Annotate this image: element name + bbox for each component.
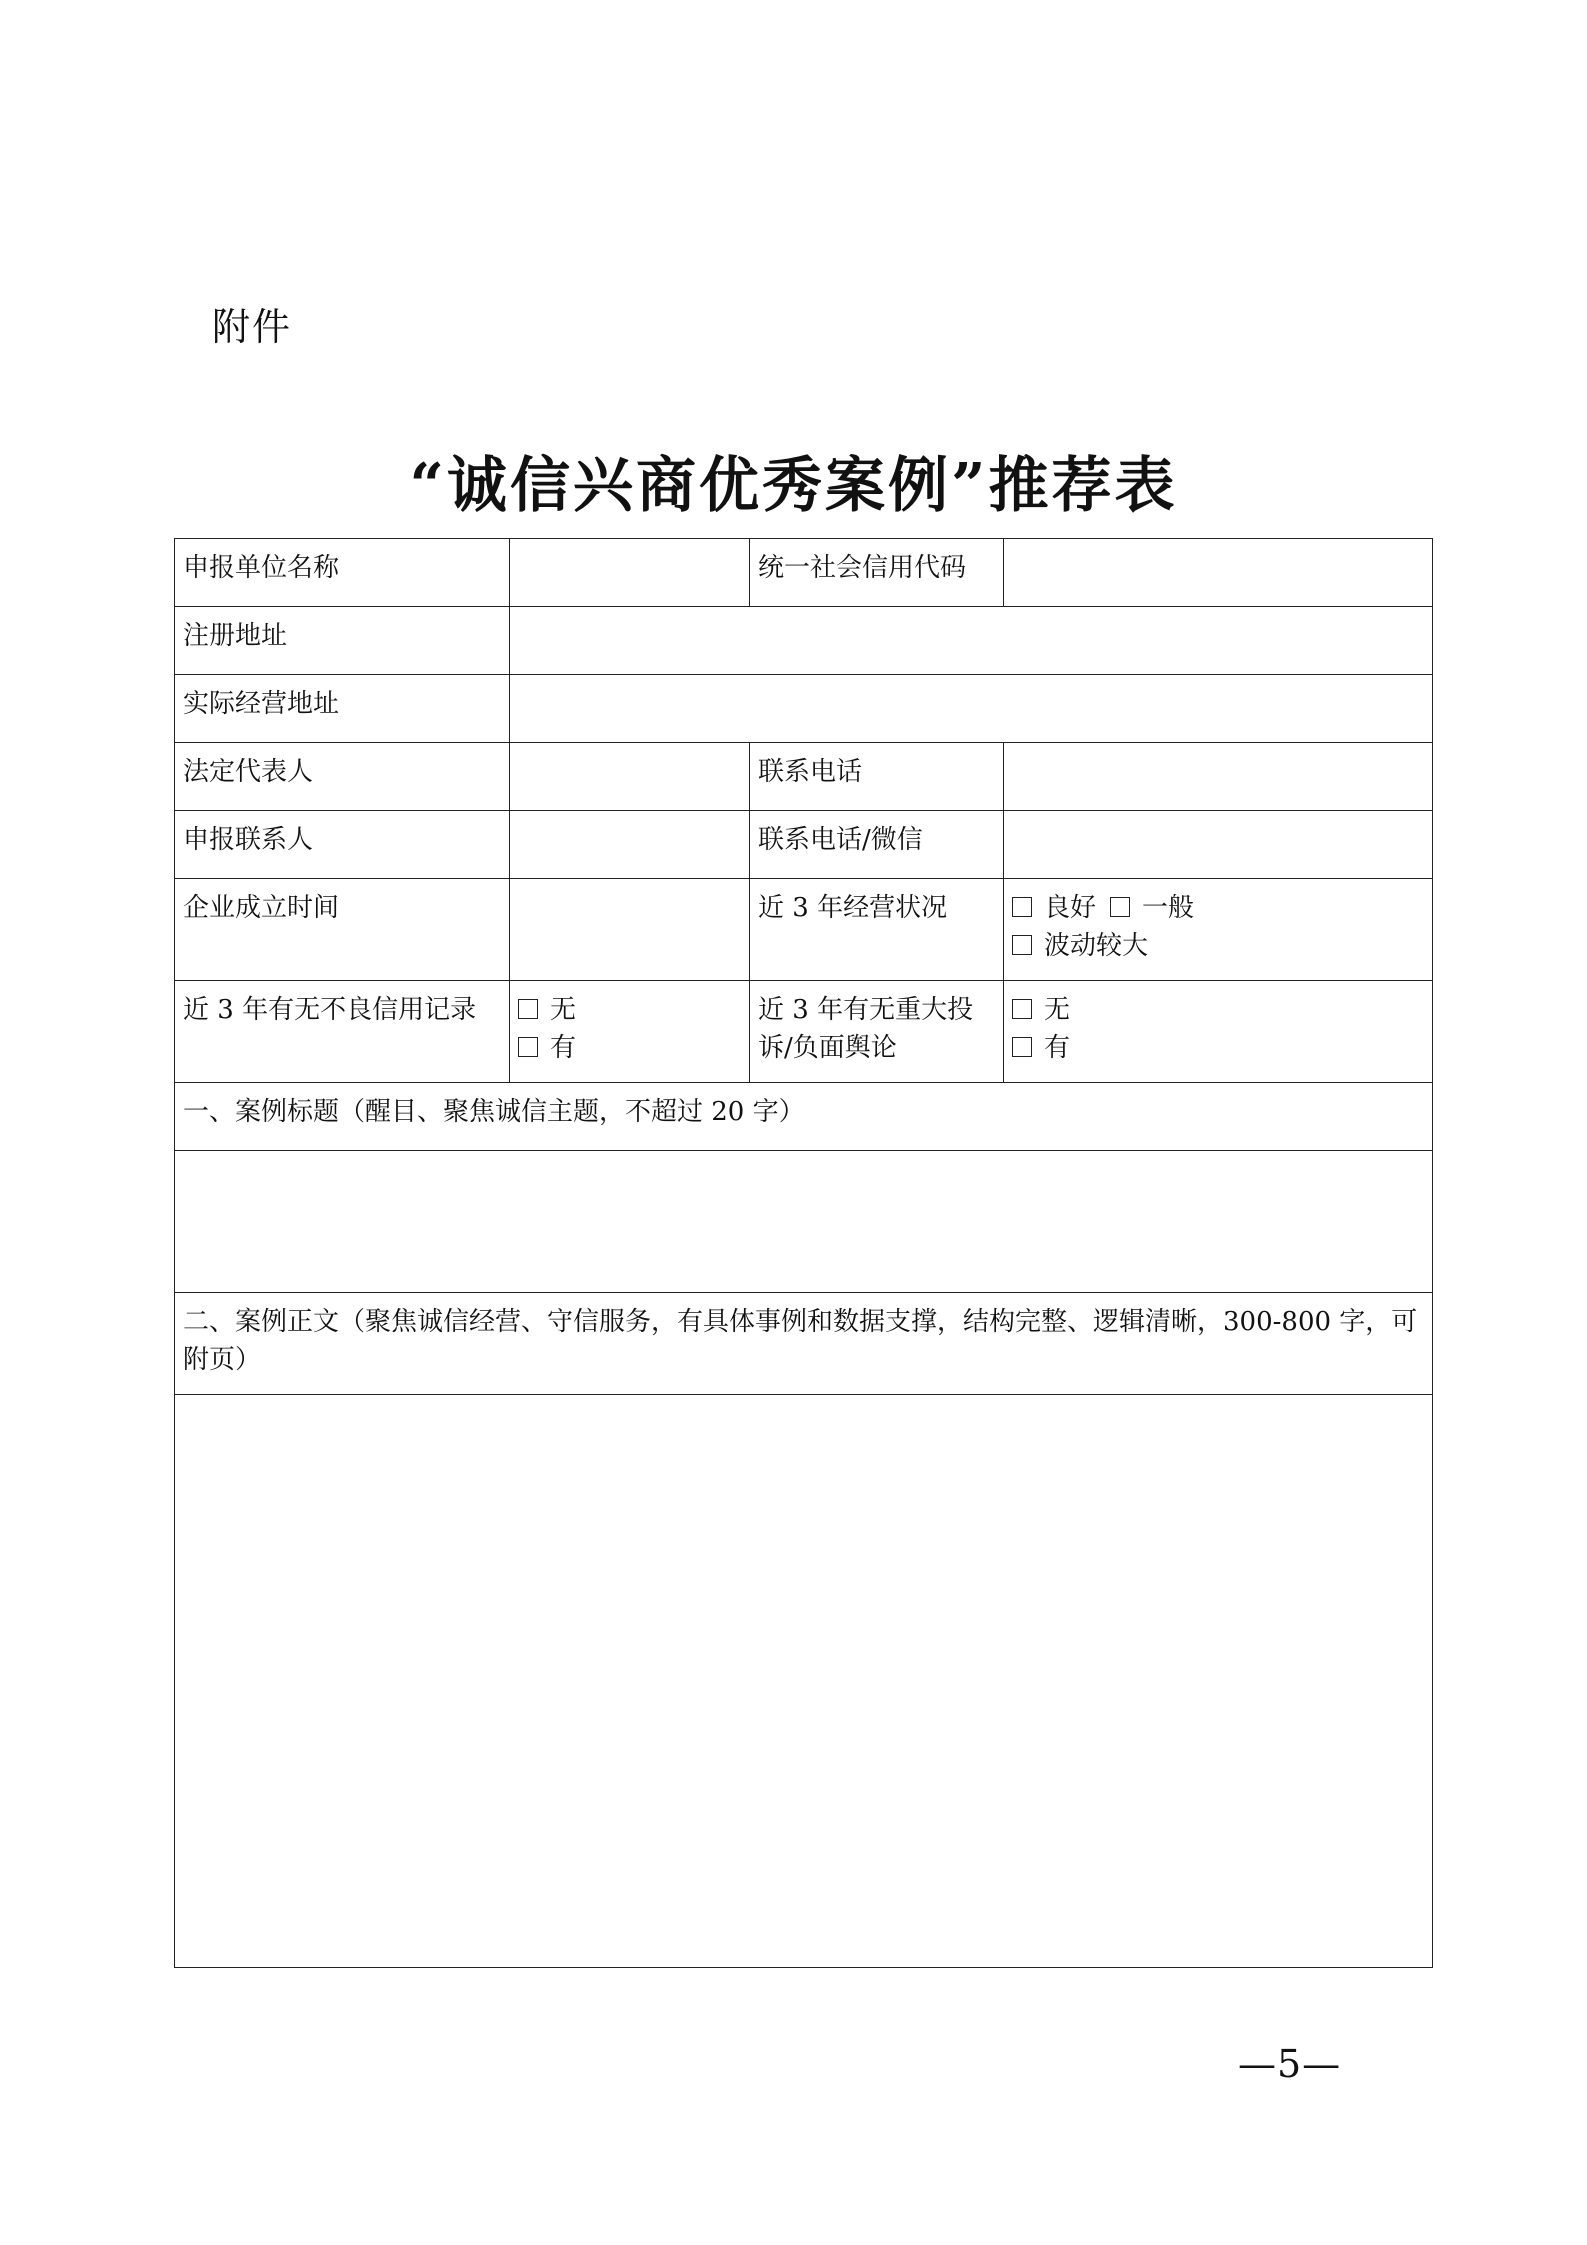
- checkbox-normal[interactable]: [1110, 897, 1130, 917]
- complaint-label: 近 3 年有无重大投诉/负面舆论: [750, 981, 1004, 1083]
- applicant-unit-label: 申报单位名称: [175, 539, 510, 607]
- legal-rep-field[interactable]: [510, 743, 750, 811]
- registered-address-field[interactable]: [510, 607, 1433, 675]
- row-section2-field: [175, 1395, 1433, 1968]
- case-title-field[interactable]: [175, 1151, 1433, 1293]
- row-section1-header: [175, 1083, 1433, 1151]
- form-title: “诚信兴商优秀案例”推荐表: [409, 451, 1178, 521]
- founded-field[interactable]: [510, 879, 750, 981]
- credit-code-label: 统一社会信用代码: [750, 539, 1004, 607]
- row-legal-rep: [175, 743, 1433, 811]
- row-applicant-unit: [175, 539, 1433, 607]
- option-volatile: 波动较大: [1044, 931, 1149, 961]
- row-section2-header: [175, 1293, 1433, 1395]
- row-contact-person: [175, 811, 1433, 879]
- contact-person-field[interactable]: [510, 811, 750, 879]
- option-good: 良好: [1044, 893, 1097, 923]
- complaint-options: [1004, 981, 1433, 1083]
- checkbox-good[interactable]: [1012, 897, 1032, 917]
- recommendation-form: [174, 538, 1433, 1968]
- checkbox-complaint-yes[interactable]: [1012, 1037, 1032, 1057]
- page-number: —5—: [1238, 2042, 1342, 2086]
- credit-code-field[interactable]: [1004, 539, 1433, 607]
- bad-credit-label: 近 3 年有无不良信用记录: [175, 981, 510, 1083]
- option-complaint-no: 无: [1044, 995, 1071, 1025]
- option-complaint-yes: 有: [1044, 1033, 1071, 1063]
- section2-label: 二、案例正文（聚焦诚信经营、守信服务，有具体事例和数据支撑，结构完整、逻辑清晰，300-800 字，可附页）: [175, 1293, 1433, 1395]
- business-address-field[interactable]: [510, 675, 1433, 743]
- section1-label: 一、案例标题（醒目、聚焦诚信主题，不超过 20 字）: [175, 1083, 1433, 1151]
- contact-person-label: 申报联系人: [175, 811, 510, 879]
- phone-wechat-label: 联系电话/微信: [750, 811, 1004, 879]
- option-bad-credit-yes: 有: [550, 1033, 577, 1063]
- option-bad-credit-no: 无: [550, 995, 577, 1025]
- checkbox-volatile[interactable]: [1012, 935, 1032, 955]
- legal-rep-label: 法定代表人: [175, 743, 510, 811]
- operation-status-label: 近 3 年经营状况: [750, 879, 1004, 981]
- checkbox-bad-credit-no[interactable]: [518, 999, 538, 1019]
- case-body-field[interactable]: [175, 1395, 1433, 1968]
- registered-address-label: 注册地址: [175, 607, 510, 675]
- phone-label: 联系电话: [750, 743, 1004, 811]
- bad-credit-options: [510, 981, 750, 1083]
- row-founded: [175, 879, 1433, 981]
- business-address-label: 实际经营地址: [175, 675, 510, 743]
- checkbox-bad-credit-yes[interactable]: [518, 1037, 538, 1057]
- checkbox-complaint-no[interactable]: [1012, 999, 1032, 1019]
- operation-status-options: [1004, 879, 1433, 981]
- row-section1-field: [175, 1151, 1433, 1293]
- phone-wechat-field[interactable]: [1004, 811, 1433, 879]
- row-credit-complaints: [175, 981, 1433, 1083]
- row-business-address: [175, 675, 1433, 743]
- attachment-label: 附件: [212, 305, 293, 349]
- row-registered-address: [175, 607, 1433, 675]
- applicant-unit-field[interactable]: [510, 539, 750, 607]
- option-normal: 一般: [1142, 893, 1195, 923]
- phone-field[interactable]: [1004, 743, 1433, 811]
- founded-label: 企业成立时间: [175, 879, 510, 981]
